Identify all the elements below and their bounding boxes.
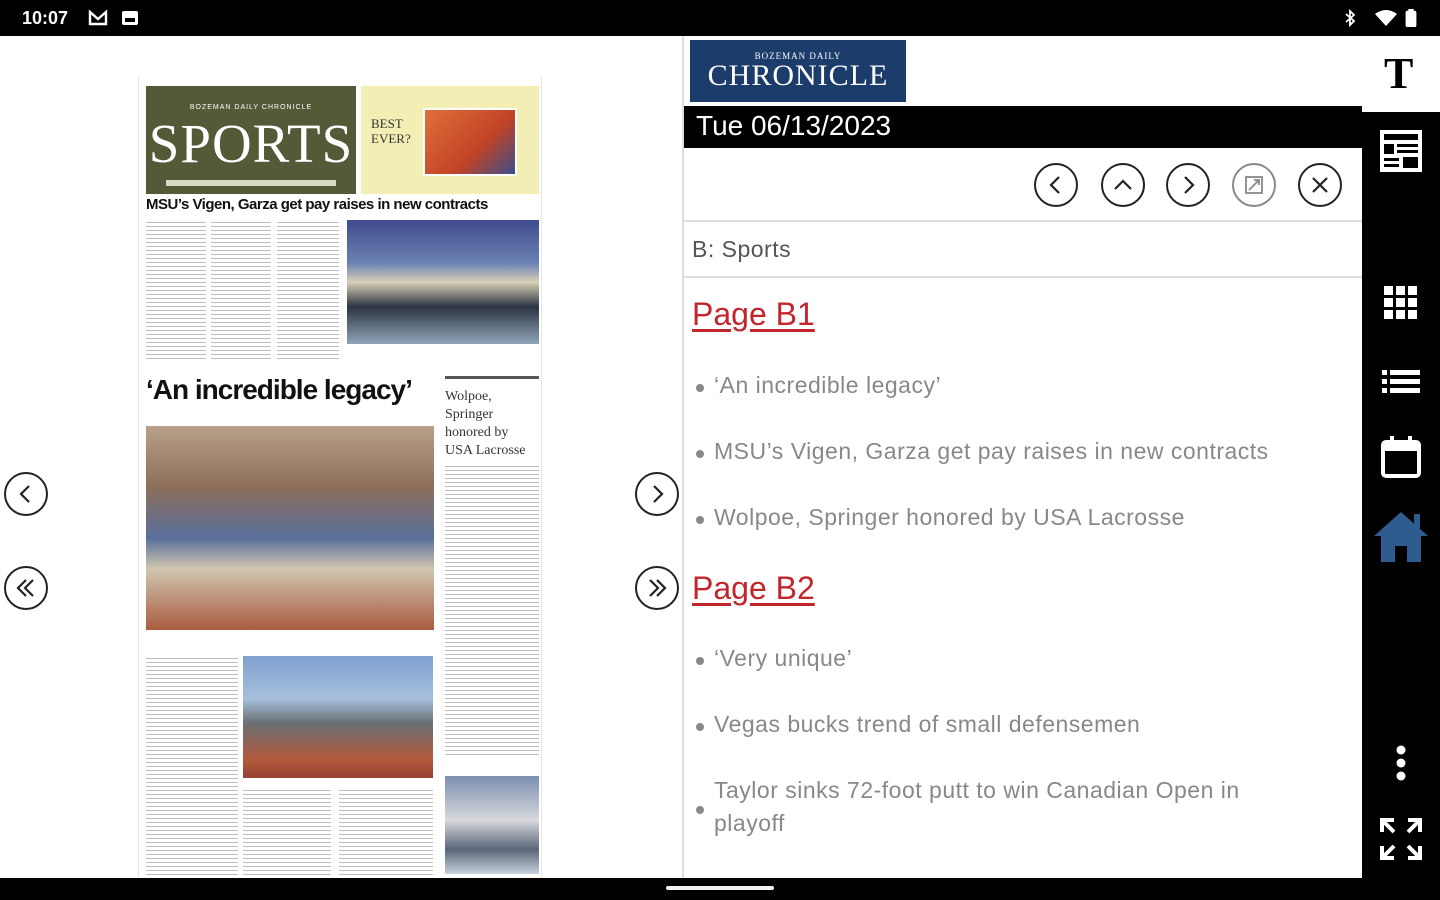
- text-column: [146, 658, 238, 898]
- side-headline: Wolpoe, Springer honored by USA Lacrosse: [445, 389, 526, 458]
- article-link[interactable]: [692, 642, 1332, 675]
- chevron-right-icon: [1178, 175, 1198, 195]
- grid-view-button[interactable]: [1378, 280, 1424, 326]
- article-link[interactable]: [692, 369, 1332, 402]
- contents-panel: [684, 36, 1362, 878]
- article-title: ‘Very unique’: [714, 645, 853, 671]
- previous-page-button[interactable]: [4, 472, 48, 516]
- system-nav-bar: [0, 878, 1440, 900]
- close-icon: [1310, 175, 1330, 195]
- promo-text: BEST EVER?: [371, 116, 411, 146]
- right-sidebar: [1362, 36, 1440, 878]
- expand-button[interactable]: [1232, 163, 1276, 207]
- home-gesture-handle[interactable]: [666, 886, 774, 890]
- article-title: Vegas bucks trend of small defensemen: [714, 711, 1141, 737]
- article-title: ‘An incredible legacy’: [714, 372, 942, 398]
- photo-icon: [120, 9, 140, 27]
- bullet-icon: [696, 384, 704, 392]
- runners-photo: [243, 656, 433, 778]
- masthead-title: SPORTS: [148, 113, 354, 174]
- home-icon: [1370, 506, 1432, 566]
- text-size-button[interactable]: T: [1384, 49, 1414, 98]
- text-column: [146, 222, 206, 362]
- football-photo: [347, 220, 539, 344]
- double-chevron-left-icon: [16, 578, 36, 598]
- text-size-area: [1362, 36, 1440, 112]
- status-bar: [0, 0, 1440, 36]
- issue-date: Tue 06/13/2023: [684, 106, 1362, 148]
- logo-big: CHRONICLE: [707, 59, 889, 92]
- expand-icon: [1244, 175, 1264, 195]
- article-link[interactable]: [692, 774, 1312, 840]
- logo-small: BOZEMAN DAILY: [754, 51, 842, 61]
- calendar-icon: [1378, 434, 1424, 480]
- panel-toolbar: [684, 148, 1362, 222]
- bullet-icon: [696, 657, 704, 665]
- text-column: [211, 222, 271, 362]
- back-button[interactable]: [1034, 163, 1078, 207]
- side-rule: [445, 376, 539, 379]
- lacrosse-photo: [445, 776, 539, 874]
- headline-main: ‘An incredible legacy’: [146, 374, 412, 405]
- article-title: MSU’s Vigen, Garza get pay raises in new contracts: [714, 438, 1269, 464]
- article-link[interactable]: [692, 708, 1332, 741]
- chronicle-logo: [690, 40, 906, 102]
- status-time: 10:07: [22, 8, 69, 28]
- article-title: Wolpoe, Springer honored by USA Lacrosse: [714, 504, 1185, 530]
- article-link[interactable]: [692, 501, 1332, 534]
- fullscreen-button[interactable]: [1378, 816, 1424, 862]
- grid-icon: [1378, 280, 1424, 326]
- page-link-b2[interactable]: Page B2: [692, 570, 815, 606]
- bullet-icon: [696, 806, 704, 814]
- list-icon: [1378, 358, 1424, 404]
- promo-box: [361, 86, 539, 194]
- forward-button[interactable]: [1166, 163, 1210, 207]
- section-title: B: Sports: [692, 236, 792, 262]
- text-column: [445, 466, 539, 758]
- more-vertical-icon: [1378, 740, 1424, 786]
- newspaper-page[interactable]: [138, 76, 542, 900]
- close-button[interactable]: [1298, 163, 1342, 207]
- more-options-button[interactable]: [1378, 740, 1424, 786]
- steeplechase-photo: [146, 426, 434, 630]
- up-button[interactable]: [1101, 163, 1145, 207]
- masthead-small: BOZEMAN DAILY CHRONICLE: [189, 104, 313, 111]
- bullet-icon: [696, 723, 704, 731]
- article-link[interactable]: [692, 435, 1332, 468]
- wifi-icon: [1374, 9, 1398, 27]
- page-layout-button[interactable]: [1378, 128, 1424, 174]
- bluetooth-icon: [1340, 9, 1360, 27]
- home-button[interactable]: [1370, 506, 1432, 566]
- headline-top: MSU’s Vigen, Garza get pay raises in new contracts: [146, 196, 488, 213]
- promo-photo: [423, 108, 517, 176]
- gmail-icon: [88, 9, 108, 27]
- article-title: Taylor sinks 72-foot putt to win Canadian Open in playoff: [714, 777, 1240, 836]
- double-chevron-right-icon: [647, 578, 667, 598]
- chevron-right-icon: [647, 484, 667, 504]
- masthead-strip: [166, 180, 336, 186]
- list-view-button[interactable]: [1378, 358, 1424, 404]
- page-layout-icon: [1378, 128, 1424, 174]
- bullet-icon: [696, 450, 704, 458]
- last-page-button[interactable]: [635, 566, 679, 610]
- battery-icon: [1404, 9, 1418, 27]
- first-page-button[interactable]: [4, 566, 48, 610]
- chevron-up-icon: [1113, 175, 1133, 195]
- chevron-left-icon: [1046, 175, 1066, 195]
- sports-masthead: [146, 86, 356, 194]
- chevron-left-icon: [16, 484, 36, 504]
- calendar-button[interactable]: [1378, 434, 1424, 480]
- section-divider: [684, 276, 1362, 278]
- next-page-button[interactable]: [635, 472, 679, 516]
- text-column: [277, 222, 339, 362]
- fullscreen-icon: [1378, 816, 1424, 862]
- bullet-icon: [696, 516, 704, 524]
- page-link-b1[interactable]: Page B1: [692, 296, 815, 332]
- page-viewer[interactable]: [0, 36, 682, 878]
